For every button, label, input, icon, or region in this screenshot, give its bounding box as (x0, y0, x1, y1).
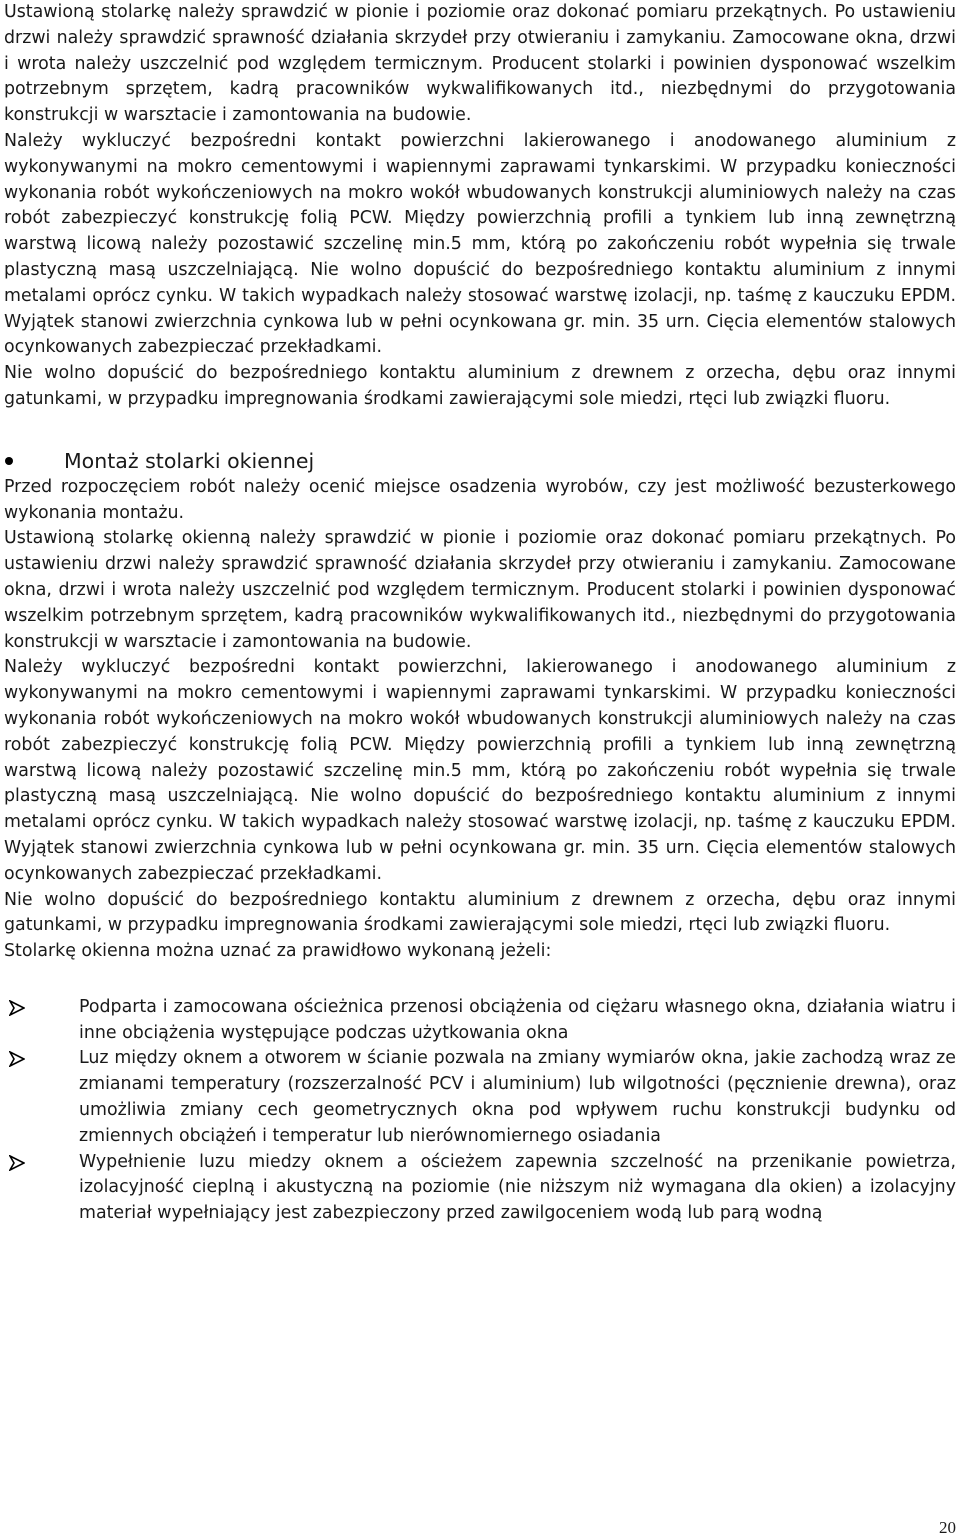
criteria-list (4, 995, 956, 1227)
paragraph: Nie wolno dopuścić do bezpośredniego kontaktu aluminium z drewnem z orzecha, dębu oraz innymi gatunkami, w przypadku impregnowania środkami zawierającymi sole miedzi, rtęci lub związki fluoru. (4, 363, 956, 409)
arrow-bullet-icon (9, 1150, 33, 1176)
paragraph: Ustawioną stolarkę okienną należy sprawdzić w pionie i poziomie oraz dokonać pomiaru przekątnych. Po ustawieniu drzwi należy sprawdzić sprawność działania skrzydeł przy otwieraniu i zamykaniu. Zamocowane okna, drzwi i wrota należy uszczelnić pod względem termicznym. Producent stolarki i powinien dysponować wszelkim potrzebnym sprzętem, kadrą pracowników wykwalifikowanych itd., niezbędnymi do przygotowania konstrukcji w warsztacie i zamontowania na budowie. (4, 528, 956, 652)
paragraph: Należy wykluczyć bezpośredni kontakt powierzchni, lakierowanego i anodowanego aluminium z wykonywanymi na mokro cementowymi i wapiennymi zaprawami tynkarskimi. W przypadku konieczności wykonania robót wykończeniowych na mokro wokół wbudowanych konstrukcji aluminiowych należy na czas robót zabezpieczyć konstrukcję folią PCW. Między powierzchnią profili a tynkiem lub inną zewnętrzną warstwą licową należy pozostawić szczelinę min.5 mm, którą po zakończeniu robót wypełnia się trwale plastyczną masą uszczelniającą. Nie wolno dopuścić do bezpośredniego kontaktu aluminium z innymi metalami oprócz cynku. W takich wypadkach należy stosować warstwę izolacji, np. taśmę z kauczuku EPDM. Wyjątek stanowi zwierzchnia cynkowa lub w pełni ocynkowana gr. min. 35 urn. Cięcia elementów stalowych ocynkowanych zabezpieczać przekładkami. (4, 657, 956, 884)
list-item-text: Wypełnienie luzu miedzy oknem a ościeżem zapewnia szczelność na przenikanie powietrza, izolacyjność cieplną i akustyczną na poziomie (nie niższym niż wymagana dla okien) a izolacyjny materiał wypełniający jest zabezpieczony przed zawilgoceniem wodą lub parą wodną (79, 1151, 956, 1224)
paragraph: Przed rozpoczęciem robót należy ocenić miejsce osadzenia wyrobów, czy jest możliwość bezusterkowego wykonania montażu. (4, 476, 956, 523)
section-heading (4, 447, 956, 475)
page-number: 20 (939, 1518, 956, 1537)
section-title: Montaż stolarki okiennej (64, 448, 315, 473)
paragraph: Stolarkę okienna można uznać za prawidłowo wykonaną jeżeli: (4, 941, 552, 962)
bullet-dot-icon (5, 457, 13, 465)
list-item (4, 995, 956, 1047)
paragraph: Ustawioną stolarkę należy sprawdzić w pionie i poziomie oraz dokonać pomiaru przekątnych. Po ustawieniu drzwi należy sprawdzić sprawność działania skrzydeł przy otwieraniu i zamykaniu. Zamocowane okna, drzwi i wrota należy uszczelnić pod względem termicznym. Producent stolarki i powinien dysponować wszelkim potrzebnym sprzętem, kadrą pracowników wykwalifikowanych itd., niezbędnymi do przygotowania konstrukcji w warsztacie i zamontowania na budowie. (4, 2, 956, 126)
arrow-bullet-icon (9, 995, 33, 1021)
list-item (4, 1150, 956, 1227)
document-page (4, 0, 956, 1227)
paragraph: Należy wykluczyć bezpośredni kontakt powierzchni lakierowanego i anodowanego aluminium z wykonywanymi na mokro cementowymi i wapiennymi zaprawami tynkarskimi. W przypadku konieczności wykonania robót wykończeniowych na mokro wokół wbudowanych konstrukcji aluminiowych należy na czas robót zabezpieczyć konstrukcję folią PCW. Między powierzchnią profili a tynkiem lub inną zewnętrzną warstwą licową należy pozostawić szczelinę min.5 mm, którą po zakończeniu robót wypełnia się trwale plastyczną masą uszczelniającą. Nie wolno dopuścić do bezpośredniego kontaktu aluminium z innymi metalami oprócz cynku. W takich wypadkach należy stosować warstwę izolacji, np. taśmę z kauczuku EPDM. Wyjątek stanowi zwierzchnia cynkowa lub w pełni ocynkowana gr. min. 35 urn. Cięcia elementów stalowych ocynkowanych zabezpieczać przekładkami. (4, 130, 956, 358)
paragraph: Nie wolno dopuścić do bezpośredniego kontaktu aluminium z drewnem z orzecha, dębu oraz innymi gatunkami, w przypadku impregnowania środkami zawierającymi sole miedzi, rtęci lub związki fluoru. (4, 889, 956, 936)
list-item (4, 1046, 956, 1149)
list-item-text: Luz między oknem a otworem w ścianie pozwala na zmiany wymiarów okna, jakie zachodzą wraz ze zmianami temperatury (rozszerzalność PCV i aluminium) lub wilgotności (pęcznienie drewna), oraz umożliwia zmiany cech geometrycznych okna pod wpływem ruchu konstrukcji budynku od zmiennych obciążeń i temperatur lub nierównomiernego osiadania (79, 1048, 956, 1146)
arrow-bullet-icon (9, 1046, 33, 1072)
list-item-text: Podparta i zamocowana ościeżnica przenosi obciążenia od ciężaru własnego okna, działania wiatru i inne obciążenia występujące podczas użytkowania okna (79, 996, 956, 1043)
